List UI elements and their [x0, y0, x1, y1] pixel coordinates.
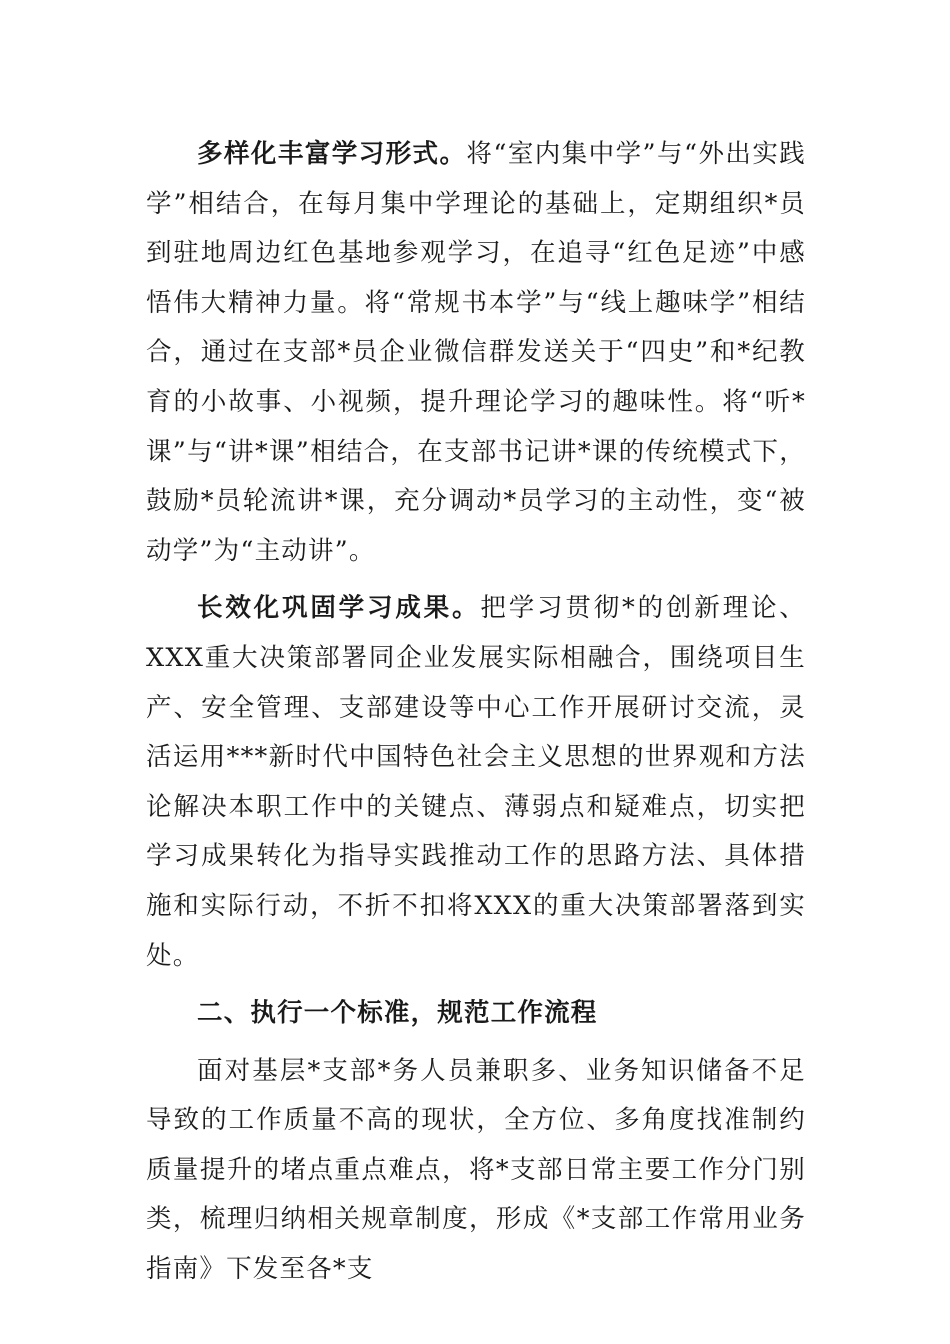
section-heading: 二、执行一个标准，规范工作流程: [197, 998, 598, 1029]
paragraph-spacer: [146, 981, 806, 989]
paragraph-standard-workflow: 面对基层*支部*务人员兼职多、业务知识储备不足导致的工作质量不高的现状，全方位、多角度找准制约质量提升的堵点重点难点，将*支部日常主要工作分门别类，梳理归纳相关规章制度，形成《*支部工作常用业务指南》下发至各*支: [146, 1055, 806, 1285]
paragraph-spacer: [146, 576, 806, 584]
paragraph-learning-forms: [146, 130, 806, 576]
paragraph-text: 将“室内集中学”与“外出实践学”相结合，在每月集中学理论的基础上，定期组织*员到驻地周边红色基地参观学习，在追寻“红色足迹”中感悟伟大精神力量。将“常规书本学”与“线上趣味学”相结合，通过在支部*员企业微信群发送关于“四史”和*纪教育的小故事、小视频，提升理论学习的趣味性。将“听*课”与“讲*课”相结合，在支部书记讲*课的传统模式下，鼓励*员轮流讲*课，充分调动*员学习的主动性，变“被动学”为“主动讲”。: [146, 139, 806, 566]
paragraph-spacer: [146, 1039, 806, 1047]
paragraph-learning-results: [146, 584, 806, 981]
document-body: [146, 130, 806, 1295]
paragraph-lead: 长效化巩固学习成果。: [197, 593, 481, 624]
paragraph-text: 把学习贯彻*的创新理论、XXX重大决策部署同企业发展实际相融合，围绕项目生产、安全管理、支部建设等中心工作开展研讨交流，灵活运用***新时代中国特色社会主义思想的世界观和方法论解决本职工作中的关键点、薄弱点和疑难点，切实把学习成果转化为指导实践推动工作的思路方法、具体措施和实际行动，不折不扣将XXX的重大决策部署落到实处。: [146, 593, 806, 971]
paragraph-lead: 多样化丰富学习形式。: [197, 139, 467, 169]
